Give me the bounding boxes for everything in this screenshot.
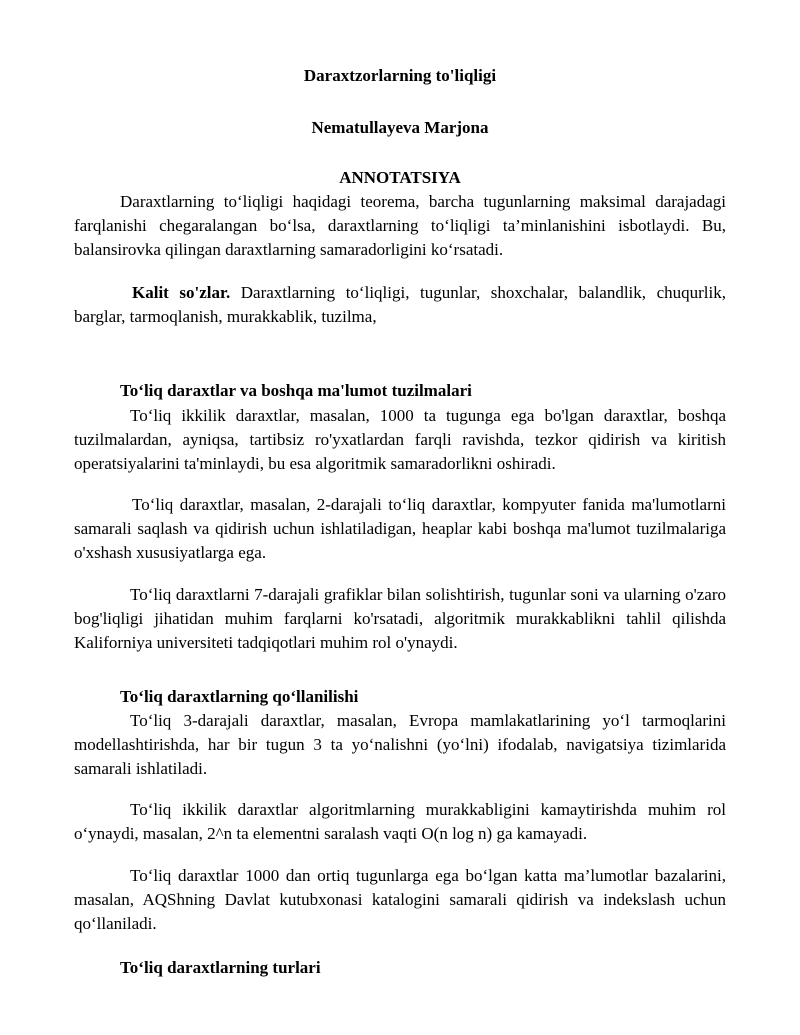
section-heading-types: To‘liq daraxtlarning turlari [120,958,321,977]
keywords-text: Daraxtlarning to‘liqligi, tugunlar, shoxchalar, balandlik, chuqurlik, barglar, tarmoqlanish, murakkablik, tuzilma, [74,283,726,326]
section-heading-data-structures: To‘liq daraxtlar va boshqa ma'lumot tuzilmalari [120,381,472,400]
section1-paragraph-2: To‘liq daraxtlar, masalan, 2-darajali to‘liq daraxtlar, kompyuter fanida ma'lumotlarni samarali saqlash va qidirish uchun ishlatiladigan, heaplar kabi boshqa ma'lumot tuzilmalariga o'xshash xususiyatlarga ega. [74,495,726,562]
section2-paragraph-2: To‘liq ikkilik daraxtlar algoritmlarning murakkabligini kamaytirishda muhim rol o‘ynaydi, masalan, 2^n ta elementni saralash vaqti O(n log n) ga kamayadi. [74,800,726,843]
document-title: Daraxtzorlarning to'liqligi [303,66,497,85]
section2-paragraph-3: To‘liq daraxtlar 1000 dan ortiq tugunlarga ega bo‘lgan katta ma’lumotlar bazalarini, masalan, AQShning Davlat kutubxonasi katalogini samarali qidirish va indekslash uchun qo‘llaniladi. [74,866,726,933]
section2-paragraph-1: To‘liq 3-darajali daraxtlar, masalan, Evropa mamlakatlarining yo‘l tarmoqlarini modellashtirishda, har bir tugun 3 ta yo‘nalishni (yo‘lni) ifodalab, navigatsiya tizimlarida samarali ishlatiladi. [74,711,726,778]
annotation-paragraph: Daraxtlarning to‘liqligi haqidagi teorema, barcha tugunlarning maksimal darajadagi farqlanishi chegaralangan bo‘lsa, daraxtlarning to‘liqligi ta’minlanishini isbotlaydi. Bu, balansirovka qilingan daraxtlarning samaradorligini ko‘rsatadi. [74,192,726,259]
keywords-label: Kalit so'zlar. [132,283,231,302]
keywords-paragraph [74,281,726,329]
section1-paragraph-1: To‘liq ikkilik daraxtlar, masalan, 1000 ta tugunga ega bo'lgan daraxtlar, boshqa tuzilmalardan, ayniqsa, tartibsiz ro'yxatlardan farqli ravishda, tezkor qidirish va kiritish operatsiyalarini ta'minlaydi, bu esa algoritmik samaradorlikni oshiradi. [74,406,726,473]
annotation-heading: ANNOTATSIYA [339,168,461,187]
section-heading-applications: To‘liq daraxtlarning qo‘llanilishi [120,687,359,706]
document-author: Nematullayeva Marjona [311,118,489,137]
section1-paragraph-3: To‘liq daraxtlarni 7-darajali grafiklar bilan solishtirish, tugunlar soni va ularning o'zaro bog'liqligi jihatidan muhim farqlarni ko'rsatadi, algoritmik murakkablikni tahlil qilishda Kaliforniya universiteti tadqiqotlari muhim rol o'ynaydi. [74,585,726,652]
